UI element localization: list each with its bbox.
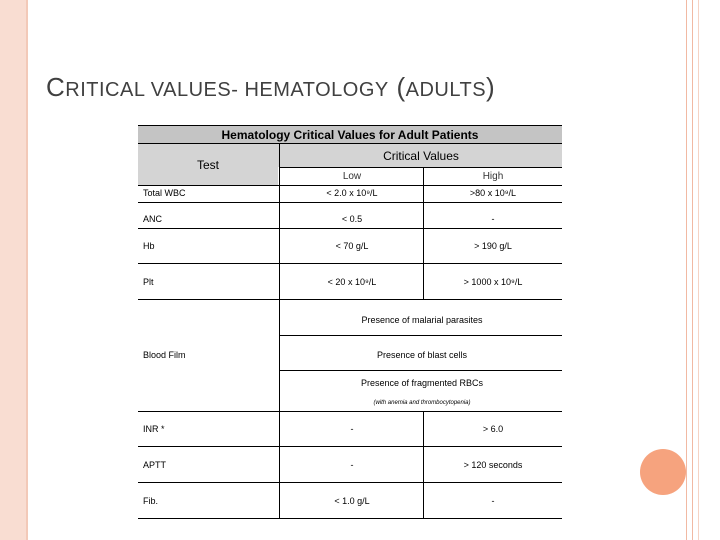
table-cell-high: > 1000 x 10⁹/L — [463, 277, 523, 287]
table-cell-high: - — [491, 496, 495, 506]
table-caption: Hematology Critical Values for Adult Patients — [138, 125, 562, 144]
table-cell-test: Total WBC — [143, 188, 186, 198]
table-rule — [423, 411, 424, 518]
table-rule — [138, 263, 562, 264]
table-rule — [280, 167, 562, 168]
table-rule — [138, 518, 562, 519]
table-rule — [138, 446, 562, 447]
table-rule — [280, 370, 562, 371]
title-paren: ) — [486, 72, 496, 102]
slide-frame-right-line — [698, 0, 699, 540]
table-cell-low: < 1.0 g/L — [334, 496, 370, 506]
table-rule — [138, 185, 562, 186]
table-cell-high: > 6.0 — [482, 424, 504, 434]
table-cell-high: - — [491, 214, 495, 224]
table-cell-high: > 120 seconds — [463, 460, 523, 470]
title-part: HEMATOLOGY — [244, 79, 389, 101]
table-cell-low: - — [350, 460, 354, 470]
column-header-test: Test — [196, 158, 219, 172]
table-cell-test: Fib. — [143, 496, 159, 506]
title-paren: ( — [388, 72, 406, 102]
table-rule — [138, 299, 562, 300]
table-cell-test: Plt — [143, 277, 154, 287]
title-initial: C — [46, 72, 66, 102]
column-header-critical-values: Critical Values — [383, 149, 459, 163]
title-part: ADULTS — [405, 79, 487, 101]
table-cell-low: < 20 x 10⁹/L — [327, 277, 377, 287]
table-cell-test: INR * — [143, 424, 165, 434]
table-rule — [138, 228, 562, 229]
accent-circle-icon — [640, 449, 686, 495]
blood-film-note: (with anemia and thrombocytopenia) — [373, 400, 471, 406]
table-cell-test: ANC — [143, 214, 163, 224]
table-cell-low: < 0.5 — [341, 214, 363, 224]
table-cell-low: < 2.0 x 10⁹/L — [326, 188, 378, 198]
table-cell-low: - — [350, 424, 354, 434]
table-cell-high: > 190 g/L — [474, 241, 512, 251]
slide-frame-left — [0, 0, 26, 540]
table-rule — [423, 186, 424, 299]
table-rule — [423, 167, 424, 186]
table-cell-test: Blood Film — [143, 350, 186, 360]
blood-film-item: Presence of malarial parasites — [361, 315, 483, 325]
slide-frame-right-line — [692, 0, 693, 540]
table-rule — [279, 186, 280, 518]
table-rule — [138, 202, 562, 203]
title-part: RITICAL VALUES — [65, 79, 232, 101]
slide-frame-right-line — [686, 0, 687, 540]
title-separator: - — [231, 79, 245, 101]
table-rule — [138, 143, 562, 144]
table-rule — [138, 482, 562, 483]
slide-frame-left-border — [26, 0, 28, 540]
blood-film-item: Presence of fragmented RBCs — [360, 378, 484, 388]
blood-film-item: Presence of blast cells — [376, 350, 468, 360]
page-title — [46, 72, 495, 103]
column-header-high: High — [482, 171, 504, 182]
column-header-low: Low — [342, 171, 362, 182]
table-cell-test: APTT — [143, 460, 167, 470]
table-cell-high: >80 x 10⁹/L — [469, 188, 517, 198]
table-rule — [279, 144, 280, 186]
table-rule — [138, 411, 562, 412]
table-cell-low: < 70 g/L — [335, 241, 369, 251]
table-cell-test: Hb — [143, 241, 155, 251]
table-rule — [280, 335, 562, 336]
